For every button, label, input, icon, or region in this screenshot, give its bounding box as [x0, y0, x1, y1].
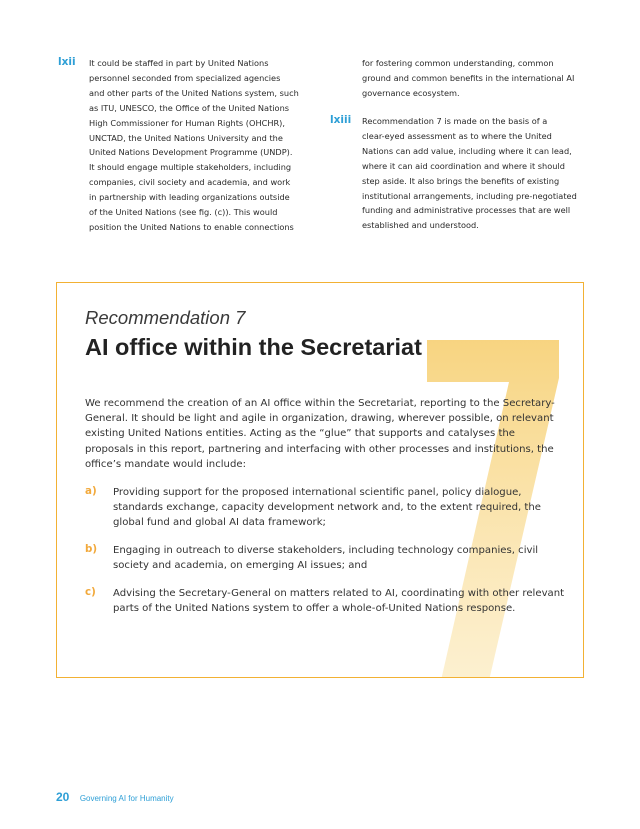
list-item-text: Engaging in outreach to diverse stakeholders, including technology companies, civil society and academia, on emerging AI issues; and — [113, 545, 539, 572]
list-item-text: Providing support for the proposed international scientific panel, policy dialogue, standards exchange, capacity development network and, to the extent required, the global fund and global AI data framework; — [113, 487, 541, 529]
list-item-text: Advising the Secretary-General on matters related to AI, coordinating with other relevant parts of the United Nations system to offer a whole-of-United Nations response. — [113, 588, 565, 615]
list-item-letter: a) — [85, 485, 97, 497]
paragraph-number: lxiii — [330, 114, 352, 126]
paragraph-lxiii — [330, 114, 590, 233]
paragraph-text: Recommendation 7 is made on the basis of a clear-eyed assessment as to where the United Nations can add value, including where it can lead, where it can aid coordination and where it should step aside. It also brings the benefits of existing institutional arrangements, including pre-negotiated funding and administrative processes that are well established and understood. — [362, 116, 577, 231]
list-item — [85, 586, 564, 616]
recommendation-title: AI office within the Secretariat — [85, 334, 422, 360]
page-footer — [56, 788, 174, 806]
recommendation-intro: We recommend the creation of an AI office within the Secretariat, reporting to the Secretary- General. It should be light and agile in organization, drawing, wherever possible, on relevant existing United Nations entities. Acting as the “glue” that supports and catalyses the proposals in this report, partnering and interfacing with other processes and institutions, the office’s mandate would include: — [85, 398, 555, 470]
page-number: 20 — [56, 790, 70, 804]
paragraph-text: for fostering common understanding, common ground and common benefits in the international AI governance ecosystem. — [362, 58, 575, 98]
list-item — [85, 543, 538, 573]
list-item-letter: c) — [85, 586, 96, 598]
list-item-letter: b) — [85, 543, 98, 555]
paragraph-number: lxii — [58, 56, 76, 68]
paragraph-text: It could be staffed in part by United Nations personnel seconded from specialized agencies and other parts of the United Nations system, such as ITU, UNESCO, the Office of the United Nations High Commissioner for Human Rights (OHCHR), UNCTAD, the United Nations University and the United Nations Development Programme (UNDP). It should engage multiple stakeholders, including companies, civil society and academia, and work in partnership with leading organizations outside of the United Nations (see fig. (c)). This would position the United Nations to enable connections — [89, 58, 299, 232]
document-title: Governing AI for Humanity — [79, 794, 174, 803]
recommendation-content — [57, 283, 583, 677]
recommendation-box — [56, 282, 584, 678]
paragraph-lxii-continued — [362, 56, 574, 101]
paragraph-lxii — [58, 56, 308, 235]
recommendation-label: Recommendation 7 — [85, 307, 246, 328]
list-item — [85, 485, 541, 531]
